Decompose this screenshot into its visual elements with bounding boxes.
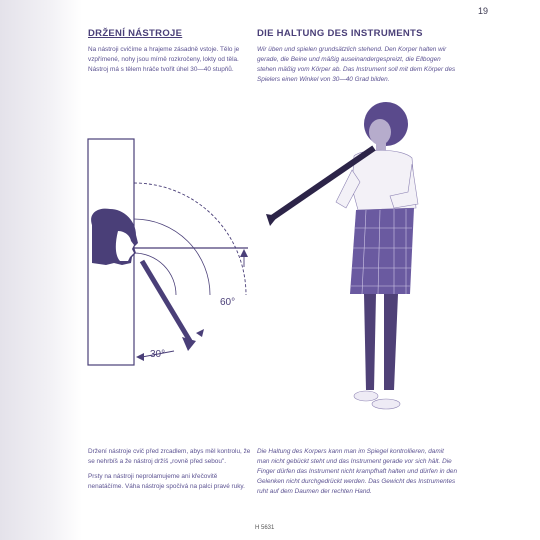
arrow-60-tail: [196, 329, 204, 337]
book-spine-shadow: [0, 0, 82, 540]
clarinet-line: [142, 261, 190, 341]
arrow-60-head: [240, 249, 248, 257]
page-number: 19: [477, 6, 488, 16]
czech-heading: DRŽENÍ NÁSTROJE: [88, 28, 183, 39]
clarinet-bell: [182, 337, 196, 351]
czech-fingers-paragraph: Prsty na nástroji neprolamujeme ani křečovitě nenatáčíme. Váha nástroje spočívá na palci pravé ruky.: [88, 473, 245, 490]
angle-label-60: 60°: [220, 297, 236, 308]
angle-diagram: [84, 135, 264, 375]
footer-code: H 5631: [255, 525, 275, 531]
arc-inner: [134, 253, 176, 295]
german-intro-paragraph: Wir üben und spielen grundsätzlich stehend. Den Korper halten wir gerade, die Beine und mäßig auseinandergespreizt, die Ellbogen stehen mäßig vom Körper ab. Das Instrument soll mit dem Körper des Spielers einen Winkel von 30—40 Grad bilden.: [257, 46, 456, 83]
czech-mirror-paragraph: Držení nástroje cvič před zrcadlem, abys měl kontrolu, že se nehrbíš a že nástroj držíš „rovně před sebou".: [88, 448, 251, 465]
clarinet-player-photo: [262, 98, 422, 420]
german-bottom-paragraph: Die Haltung des Korpers kann man im Spiegel kontrollieren, damit man nicht gebückt steht und das Instrument gerade vor sich hält. Die Finger dürfen das Instrument nicht krampfhaft halten und dürfen in den Gelenken nicht durchgedrückt werden. Das Gewicht des Instrumentes ruht auf dem Daumen der rechten Hand.: [257, 448, 458, 495]
arc-middle: [134, 219, 210, 295]
angle-label-30: 30°: [150, 349, 166, 360]
german-heading: DIE HALTUNG DES INSTRUMENTS: [257, 28, 423, 39]
czech-intro-paragraph: Na nástroji cvičíme a hrajeme zásadně vstoje. Tělo je vzpřímené, nohy jsou mírně rozkročeny, lokty od těla. Nástroj má s tělem hráče tvořit úhel 30—40 stupňů.: [88, 46, 240, 73]
